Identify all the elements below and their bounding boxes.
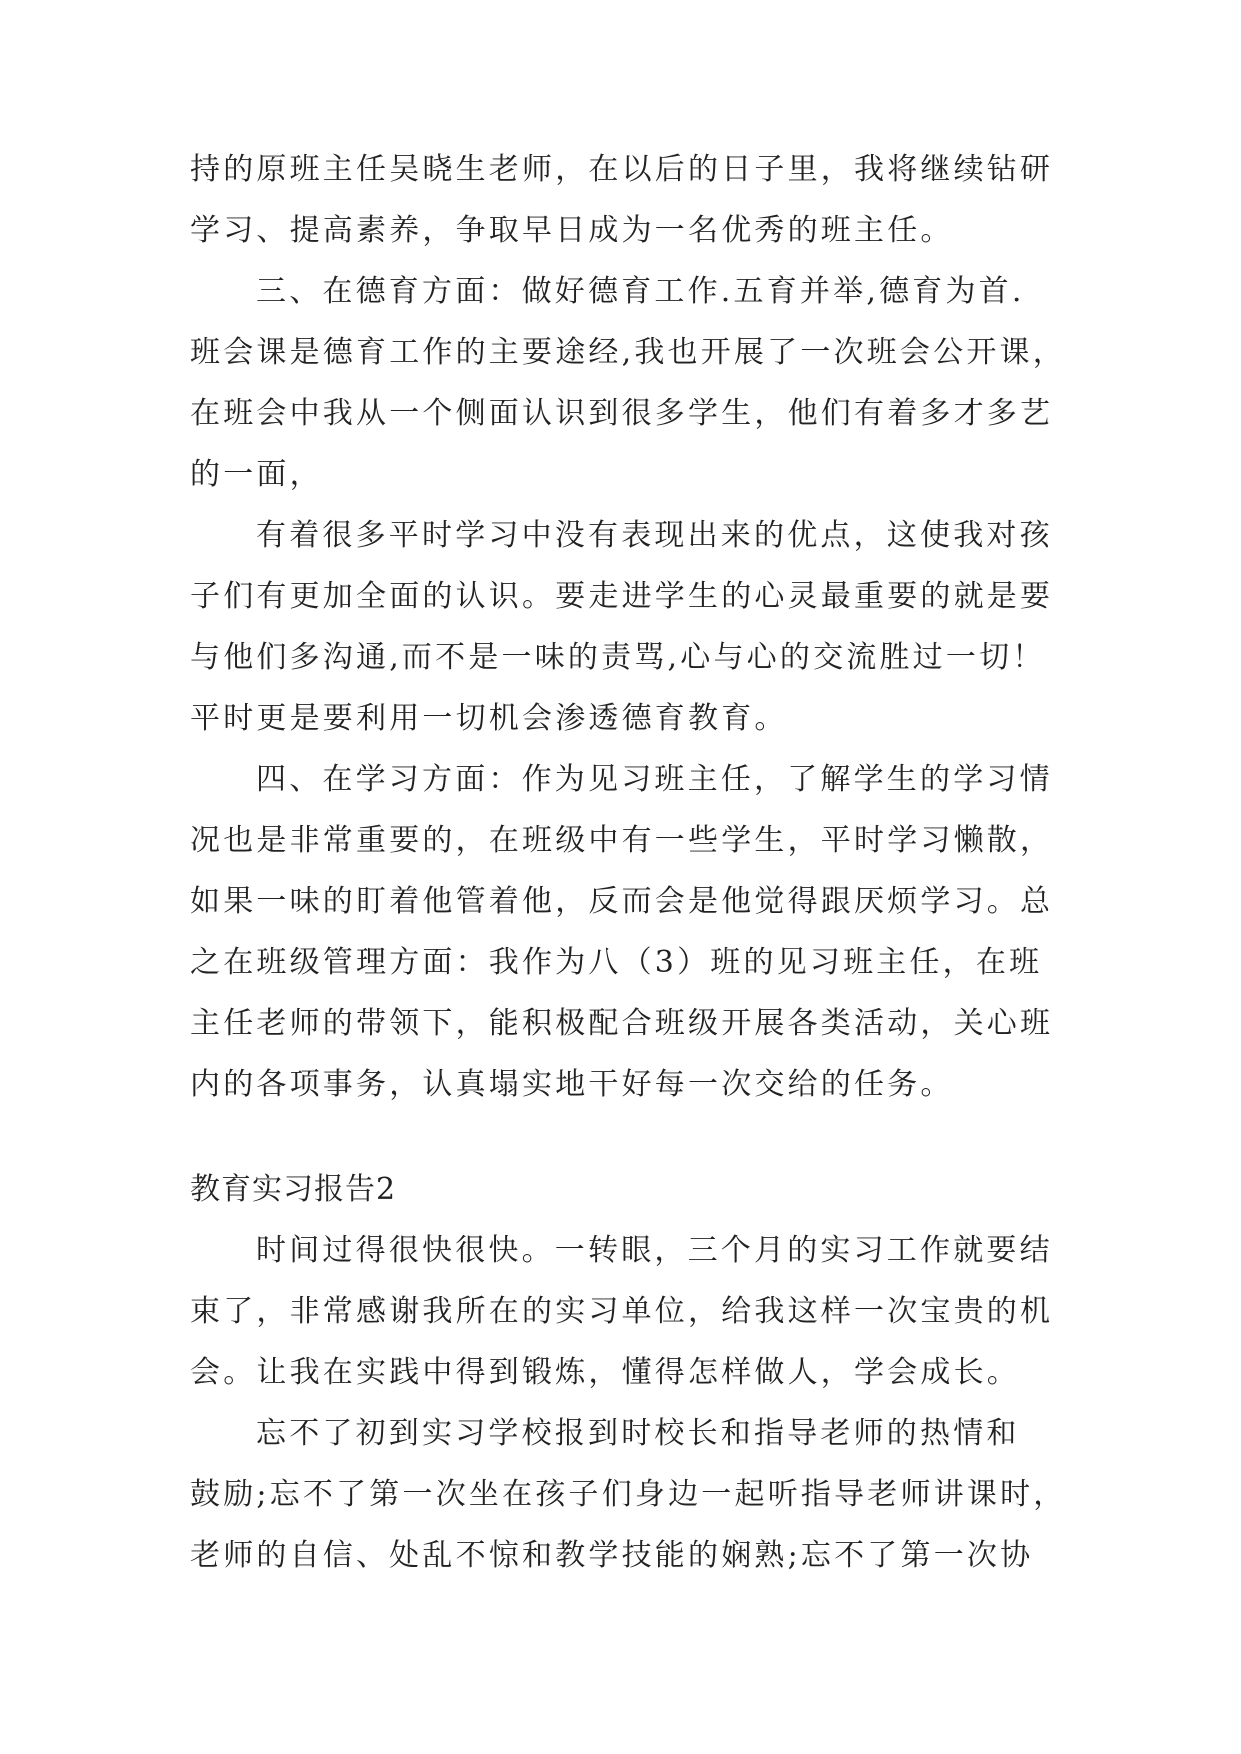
- section-four-line: 四、在学习方面：作为见习班主任，了解学生的学习情: [256, 762, 1053, 797]
- paragraph-line: 忘不了初到实习学校报到时校长和指导老师的热情和: [256, 1416, 1020, 1451]
- section-three-line: 三、在德育方面：做好德育工作.五育并举,德育为首.: [256, 274, 1025, 309]
- paragraph-line: 如果一味的盯着他管着他，反而会是他觉得跟厌烦学习。总: [190, 884, 1054, 919]
- paragraph-line: 况也是非常重要的，在班级中有一些学生，平时学习懒散，: [190, 823, 1054, 858]
- paragraph-line: 主任老师的带领下，能积极配合班级开展各类活动，关心班: [190, 1006, 1054, 1041]
- paragraph-line: 在班会中我从一个侧面认识到很多学生，他们有着多才多艺: [190, 396, 1054, 431]
- paragraph-line: 学习、提高素养，争取早日成为一名优秀的班主任。: [190, 213, 954, 248]
- paragraph-line: 束了，非常感谢我所在的实习单位，给我这样一次宝贵的机: [190, 1294, 1054, 1329]
- paragraph-line: 子们有更加全面的认识。要走进学生的心灵最重要的就是要: [190, 579, 1054, 614]
- paragraph-line: 之在班级管理方面：我作为八（3）班的见习班主任，在班: [190, 945, 1043, 980]
- paragraph-line: 班会课是德育工作的主要途经,我也开展了一次班会公开课，: [190, 335, 1066, 370]
- paragraph-line: 鼓励;忘不了第一次坐在孩子们身边一起听指导老师讲课时，: [190, 1477, 1067, 1512]
- paragraph-line: 平时更是要利用一切机会渗透德育教育。: [190, 701, 788, 736]
- paragraph-line: 内的各项事务，认真塌实地干好每一次交给的任务。: [190, 1067, 954, 1102]
- paragraph-line: 老师的自信、处乱不惊和教学技能的娴熟;忘不了第一次协: [190, 1538, 1034, 1573]
- section-heading: 教育实习报告2: [190, 1172, 397, 1207]
- paragraph-line: 会。让我在实践中得到锻炼，懂得怎样做人，学会成长。: [190, 1355, 1020, 1390]
- paragraph-line: 的一面，: [190, 457, 323, 492]
- paragraph-line: 时间过得很快很快。一转眼，三个月的实习工作就要结: [256, 1233, 1053, 1268]
- paragraph-line: 有着很多平时学习中没有表现出来的优点，这使我对孩: [256, 518, 1053, 553]
- paragraph-line: 持的原班主任吴晓生老师，在以后的日子里，我将继续钻研: [190, 152, 1054, 187]
- paragraph-line: 与他们多沟通,而不是一味的责骂,心与心的交流胜过一切！: [190, 640, 1046, 675]
